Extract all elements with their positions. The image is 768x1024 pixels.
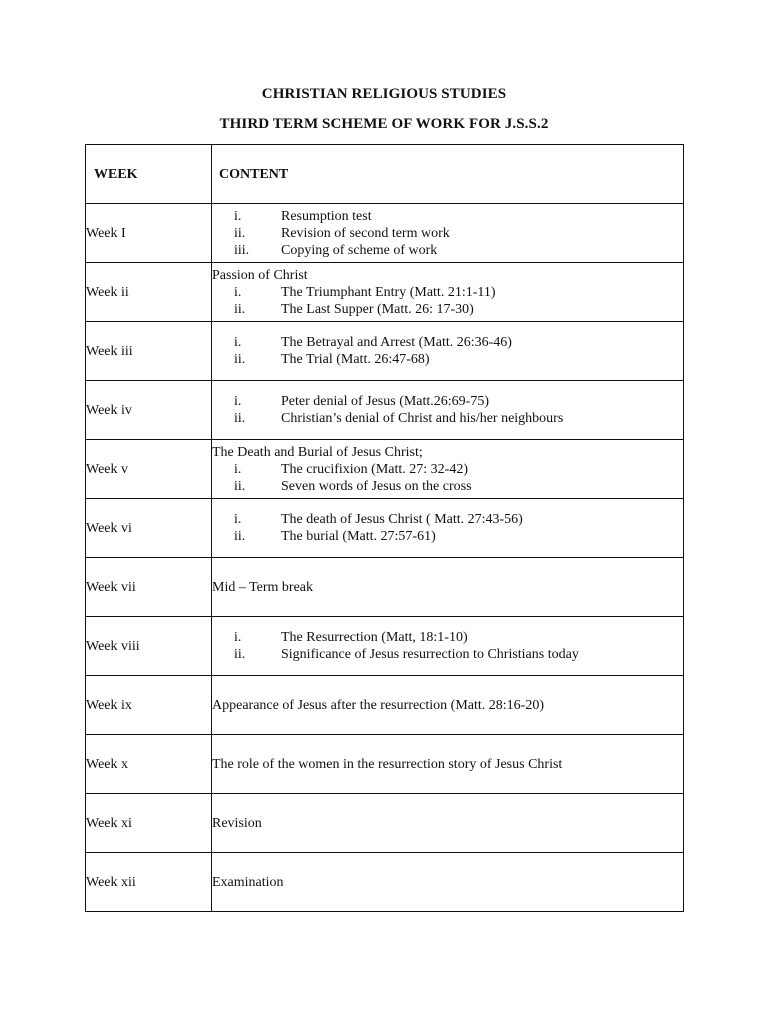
content-list-item [212, 208, 683, 225]
table-row [86, 853, 684, 912]
content-cell [212, 794, 684, 853]
content-intro: Revision [212, 815, 262, 831]
document-subtitle: THIRD TERM SCHEME OF WORK FOR J.S.S.2 [219, 116, 549, 132]
week-cell: Week x [86, 735, 212, 794]
item-number: i. [234, 630, 242, 645]
content-cell [212, 204, 684, 263]
content-intro: Passion of Christ [212, 267, 308, 283]
table-row [86, 263, 684, 322]
content-list-item [212, 393, 683, 410]
content-intro: The Death and Burial of Jesus Christ; [212, 444, 423, 460]
week-cell: Week xii [86, 853, 212, 912]
content-list-item [212, 410, 683, 427]
content-cell [212, 676, 684, 735]
week-cell: Week I [86, 204, 212, 263]
content-cell [212, 617, 684, 676]
week-cell: Week v [86, 440, 212, 499]
week-cell: Week ix [86, 676, 212, 735]
week-cell: Week iii [86, 322, 212, 381]
content-cell [212, 263, 684, 322]
content-cell [212, 499, 684, 558]
item-text: Seven words of Jesus on the cross [281, 478, 472, 494]
content-list-item [212, 334, 683, 351]
item-number: ii. [234, 647, 246, 662]
content-list-item [212, 511, 683, 528]
content-list-item [212, 478, 683, 495]
item-number: ii. [234, 529, 246, 544]
item-number: i. [234, 208, 242, 224]
item-number: ii. [234, 301, 246, 317]
item-text: The Trial (Matt. 26:47-68) [281, 352, 430, 367]
item-text: Revision of second term work [281, 225, 450, 241]
item-text: The Triumphant Entry (Matt. 21:1-11) [281, 284, 496, 300]
item-number: i. [234, 394, 242, 409]
week-cell: Week viii [86, 617, 212, 676]
item-text: The Resurrection (Matt, 18:1-10) [281, 630, 468, 645]
content-cell [212, 381, 684, 440]
item-number: ii. [234, 225, 246, 241]
content-list-item [212, 242, 683, 259]
content-list-item [212, 351, 683, 368]
content-cell [212, 558, 684, 617]
content-intro: Examination [212, 874, 284, 890]
table-row [86, 558, 684, 617]
header-week: WEEK [86, 145, 212, 204]
item-number: i. [234, 512, 242, 527]
week-cell: Week xi [86, 794, 212, 853]
item-text: The crucifixion (Matt. 27: 32-42) [281, 461, 469, 477]
content-cell [212, 735, 684, 794]
item-text: The burial (Matt. 27:57-61) [281, 529, 436, 544]
item-number: i. [234, 284, 242, 300]
content-intro: The role of the women in the resurrection story of Jesus Christ [212, 756, 563, 772]
item-number: ii. [234, 352, 246, 367]
content-intro: Appearance of Jesus after the resurrection (Matt. 28:16-20) [212, 697, 544, 713]
item-text: Peter denial of Jesus (Matt.26:69-75) [281, 394, 490, 409]
item-text: The death of Jesus Christ ( Matt. 27:43-56) [281, 512, 523, 527]
item-number: iii. [234, 242, 250, 258]
header-content: CONTENT [212, 145, 684, 204]
item-number: i. [234, 335, 242, 350]
table-row [86, 676, 684, 735]
table-row [86, 617, 684, 676]
item-number: i. [234, 461, 242, 477]
week-cell: Week vi [86, 499, 212, 558]
item-text: Resumption test [281, 208, 372, 224]
item-text: Copying of scheme of work [281, 242, 438, 258]
item-number: ii. [234, 478, 246, 494]
table-row [86, 204, 684, 263]
table-row [86, 499, 684, 558]
week-cell: Week vii [86, 558, 212, 617]
item-text: The Betrayal and Arrest (Matt. 26:36-46) [281, 335, 512, 350]
content-intro: Mid – Term break [212, 579, 314, 595]
content-list-item [212, 528, 683, 545]
table-row [86, 322, 684, 381]
table-row [86, 440, 684, 499]
content-cell [212, 440, 684, 499]
content-list-item [212, 646, 683, 663]
content-list-item [212, 629, 683, 646]
week-cell: Week iv [86, 381, 212, 440]
item-number: ii. [234, 411, 246, 426]
content-list-item [212, 225, 683, 242]
content-cell [212, 853, 684, 912]
week-cell: Week ii [86, 263, 212, 322]
item-text: The Last Supper (Matt. 26: 17-30) [281, 301, 474, 317]
item-text: Significance of Jesus resurrection to Christians today [281, 647, 579, 662]
content-list-item [212, 301, 683, 318]
table-row [86, 794, 684, 853]
content-list-item [212, 284, 683, 301]
table-row [86, 381, 684, 440]
content-cell [212, 322, 684, 381]
table-row [86, 735, 684, 794]
item-text: Christian’s denial of Christ and his/her neighbours [281, 411, 564, 426]
scheme-of-work-table [85, 144, 684, 912]
content-list-item [212, 461, 683, 478]
document-title: CHRISTIAN RELIGIOUS STUDIES [261, 86, 507, 102]
table-header-row [86, 145, 684, 204]
